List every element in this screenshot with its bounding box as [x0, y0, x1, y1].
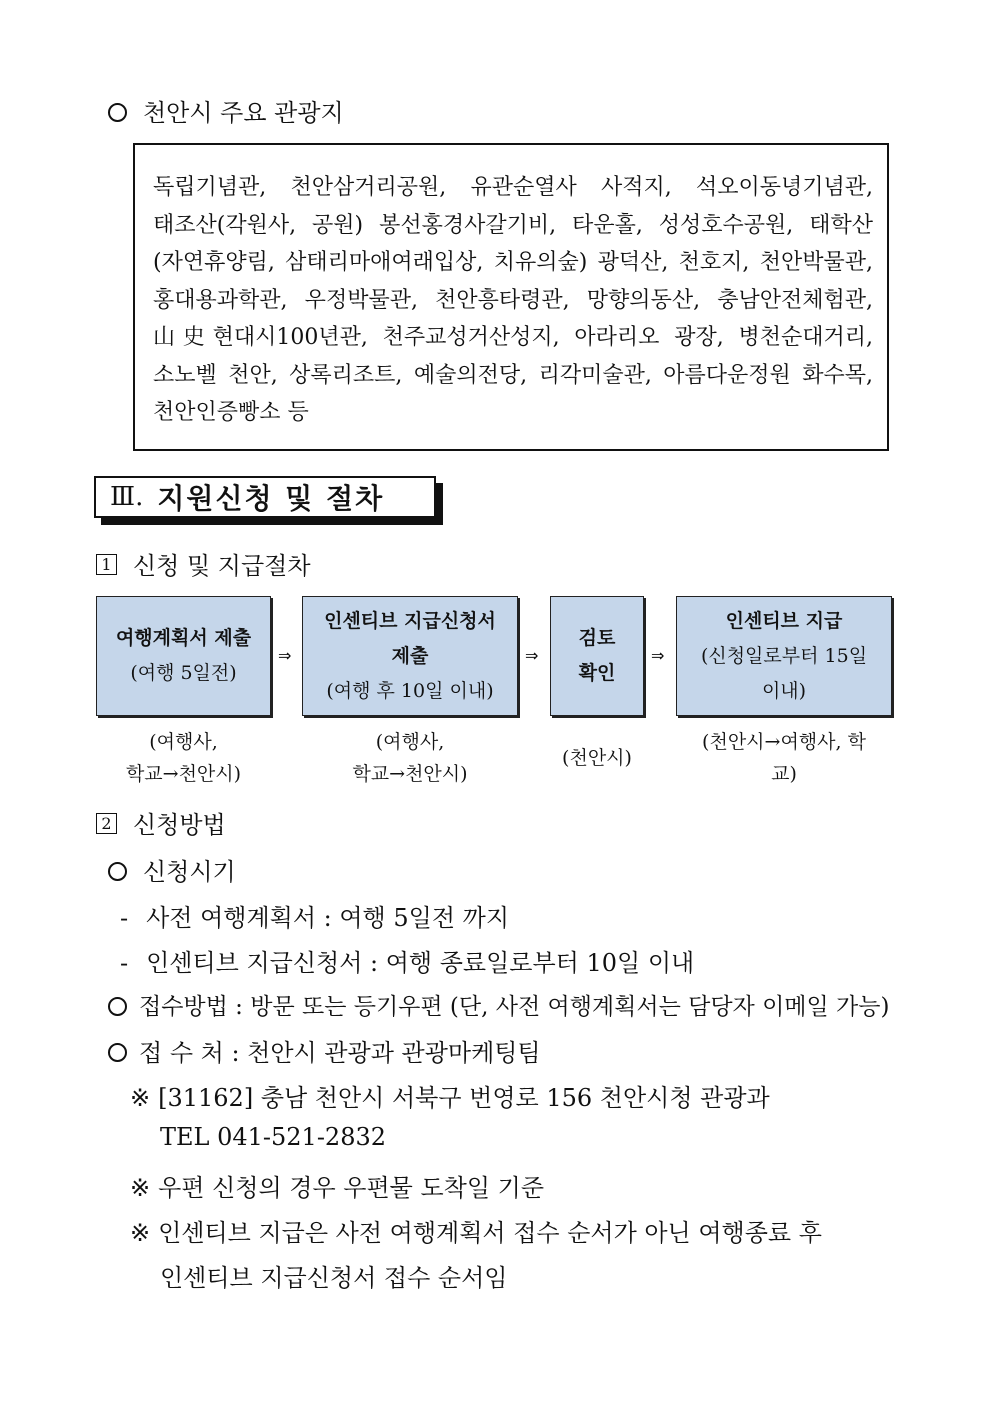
- flow-arrow-icon: ⇒: [651, 646, 665, 665]
- number-box: 1: [96, 554, 117, 575]
- reference-mark: ※: [130, 1174, 151, 1202]
- number-box: 2: [96, 813, 117, 834]
- flow-arrow-icon: ⇒: [525, 646, 539, 665]
- attractions-line: 천안인증빵소 등: [153, 400, 309, 425]
- section-header: [94, 476, 436, 518]
- circle-bullet-icon: [108, 1043, 127, 1062]
- attractions-line: 태조산(각원사, 공원) 봉선홍경사갈기비, 타운홀, 성성호수공원, 태학산: [153, 212, 873, 238]
- period-item: - 사전 여행계획서 : 여행 5일전 까지: [120, 904, 510, 932]
- period-item: - 인센티브 지급신청서 : 여행 종료일로부터 10일 이내: [120, 949, 695, 977]
- flow-step-sub: (신청일로부터 15일: [700, 644, 868, 667]
- circle-bullet-icon: [108, 997, 127, 1016]
- reception-method: 접수방법 : 방문 또는 등기우편 (단, 사전 여행계획서는 담당자 이메일 가능): [108, 988, 889, 1021]
- note-tel: TEL 041-521-2832: [160, 1123, 387, 1151]
- flow-step-title: 확인: [578, 662, 616, 684]
- note-address: ※ [31162] 충남 천안시 서북구 번영로 156 천안시청 관광과: [130, 1084, 770, 1112]
- attractions-line: 山史현대시100년관, 천주교성거산성지, 아라리오 광장, 병천순대거리,: [153, 325, 873, 350]
- section-title: 지원신청 및 절차: [157, 482, 385, 515]
- flow-actor-apply: (여행사, 학교→천안시): [352, 731, 468, 785]
- flow-step-title: 제출: [391, 644, 429, 667]
- flow-step-apply: [302, 596, 518, 716]
- attractions-line: 홍대용과학관, 우정박물관, 천안흥타령관, 망향의동산, 충남안전체험관,: [153, 287, 873, 313]
- attractions-line: 독립기념관, 천안삼거리공원, 유관순열사 사적지, 석오이동녕기념관,: [153, 175, 873, 200]
- flow-step-title: 인센티브 지급: [725, 609, 843, 632]
- reference-mark: ※: [130, 1084, 151, 1112]
- flow-step-sub: 이내): [761, 679, 807, 702]
- circle-bullet-icon: [108, 862, 127, 881]
- attractions-box: [133, 143, 889, 451]
- dash-bullet: -: [120, 949, 129, 977]
- reception-place: 접 수 처 : 천안시 관광과 관광마케팅팀: [108, 1033, 541, 1068]
- method-heading: 2 신청방법: [96, 805, 226, 840]
- flow-step-sub: (여행 5일전): [130, 662, 237, 684]
- flow-step-title: 검토: [578, 627, 616, 649]
- flow-actor-payment: (천안시→여행사, 학 교): [702, 731, 866, 785]
- flow-actor-review: (천안시): [562, 747, 632, 769]
- note-postal: ※ 우편 신청의 경우 우편물 도착일 기준: [130, 1174, 545, 1202]
- circle-bullet-icon: [108, 103, 127, 122]
- flow-arrow-icon: ⇒: [278, 646, 292, 665]
- flow-step-payment: [676, 596, 892, 716]
- flow-actor-plan: (여행사, 학교→천안시): [125, 731, 242, 785]
- flow-step-title: 인센티브 지급신청서: [324, 609, 496, 632]
- flow-step-review: [550, 596, 644, 716]
- attractions-line: (자연휴양림, 삼태리마애여래입상, 치유의숲) 광덕산, 천호지, 천안박물관,: [153, 250, 873, 275]
- note-order-continued: 인센티브 지급신청서 접수 순서임: [160, 1264, 508, 1292]
- flow-step-sub: (여행 후 10일 이내): [326, 679, 494, 702]
- period-heading: 신청시기: [108, 852, 236, 887]
- note-order: ※ 인센티브 지급은 사전 여행계획서 접수 순서가 아닌 여행종료 후: [130, 1219, 822, 1247]
- attractions-heading: 천안시 주요 관광지: [108, 93, 344, 128]
- section-number: Ⅲ.: [110, 482, 144, 512]
- flow-step-title: 여행계획서 제출: [115, 627, 252, 649]
- procedure-heading: 1 신청 및 지급절차: [96, 546, 311, 581]
- reference-mark: ※: [130, 1219, 151, 1247]
- dash-bullet: -: [120, 904, 129, 932]
- attractions-line: 소노벨 천안, 상록리조트, 예술의전당, 리각미술관, 아름다운정원 화수목,: [153, 362, 873, 388]
- flow-step-plan: [96, 596, 271, 716]
